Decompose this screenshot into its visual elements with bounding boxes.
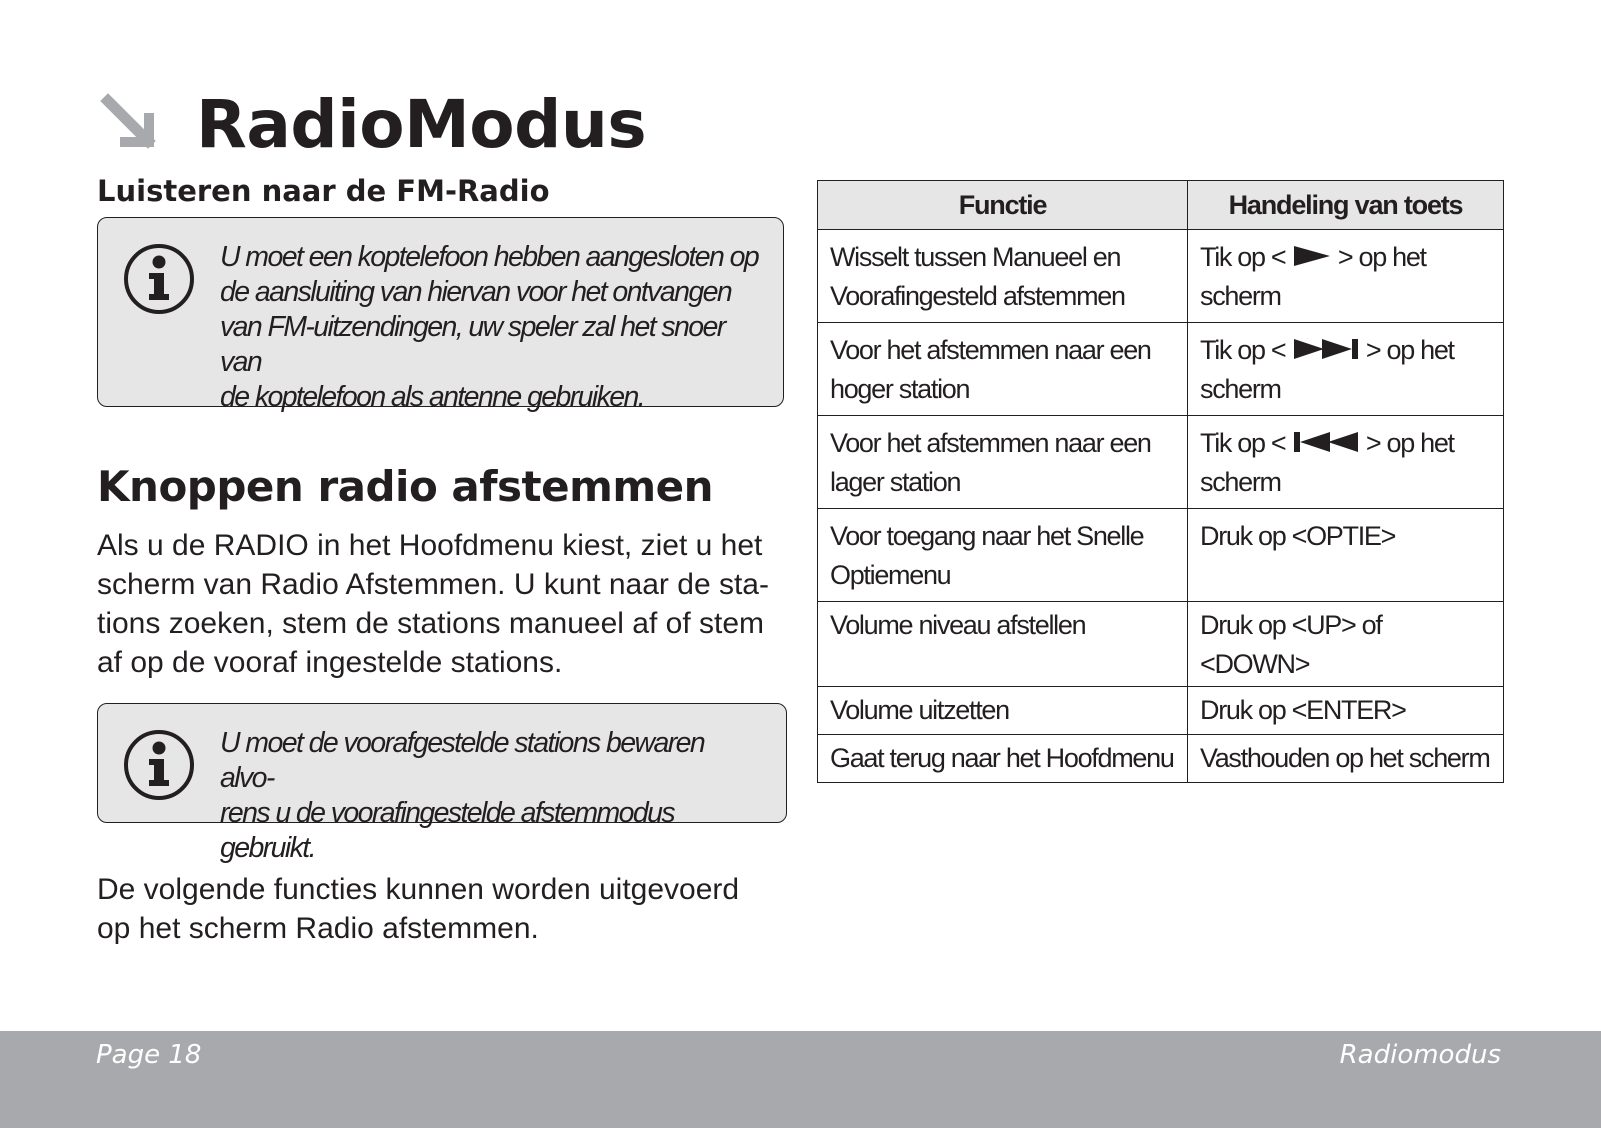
cell-line: scherm [1200, 374, 1281, 404]
action-suffix: > op het [1365, 335, 1454, 365]
action-cell [1188, 230, 1504, 323]
action-prefix: Tik op < [1200, 428, 1286, 458]
action-prefix: Tik op < [1200, 335, 1286, 365]
function-cell [818, 416, 1188, 509]
paragraph-line: af op de vooraf ingestelde stations. [97, 646, 563, 679]
action-cell [1188, 416, 1504, 509]
note-line: de aansluiting van hiervan voor het ontvangen [220, 276, 732, 308]
intro-paragraph [97, 526, 777, 682]
column-header-function: Functie [818, 181, 1188, 230]
action-cell: Vasthouden op het scherm [1188, 735, 1504, 783]
cell-line: lager station [830, 467, 961, 497]
table-header-row [818, 181, 1504, 230]
table-row [818, 735, 1504, 783]
cell-line: Wisselt tussen Manueel en [830, 242, 1121, 272]
info-icon [122, 242, 196, 316]
function-cell [818, 509, 1188, 602]
cell-line: scherm [1200, 467, 1281, 497]
note-line: U moet een koptelefoon hebben aangesloten op [220, 241, 759, 273]
action-cell: Druk op <ENTER> [1188, 687, 1504, 735]
action-suffix: > op het [1365, 428, 1454, 458]
cell-line: Voor toegang naar het Snelle [830, 521, 1144, 551]
page-number: Page 18 [96, 1040, 202, 1070]
skip-previous-icon [1292, 429, 1360, 455]
cell-line [1200, 238, 1491, 277]
column-header-action: Handeling van toets [1188, 181, 1504, 230]
note-line: rens u de voorafingestelde afstemmodus gebruikt. [220, 797, 675, 864]
cell-line: scherm [1200, 281, 1281, 311]
note-text [220, 726, 764, 866]
table-row [818, 687, 1504, 735]
action-cell: Druk op <OPTIE> [1188, 509, 1504, 602]
page-title: RadioModus [196, 85, 647, 163]
cell-line: hoger station [830, 374, 970, 404]
cell-line: Voorafingesteld afstemmen [830, 281, 1125, 311]
table-row [818, 323, 1504, 416]
action-prefix: Tik op < [1200, 242, 1286, 272]
note-line: de koptelefoon als antenne gebruiken. [220, 381, 645, 413]
paragraph-line: tions zoeken, stem de stations manueel af of stem [97, 607, 765, 640]
table-row [818, 602, 1504, 687]
section-heading: Knoppen radio afstemmen [97, 462, 714, 511]
closing-paragraph [97, 870, 777, 948]
note-line: U moet de voorafgestelde stations bewaren alvo- [220, 727, 705, 794]
cell-line: Voor het afstemmen naar een [830, 335, 1151, 365]
action-cell: Druk op <UP> of <DOWN> [1188, 602, 1504, 687]
function-cell: Volume niveau afstellen [818, 602, 1188, 687]
play-icon [1292, 243, 1332, 269]
note-text [220, 240, 761, 415]
info-icon [122, 728, 196, 802]
page-header [100, 84, 646, 164]
page-footer [0, 1031, 1601, 1128]
section-label: Radiomodus [1339, 1040, 1501, 1070]
paragraph-line: op het scherm Radio afstemmen. [97, 912, 539, 945]
page-subtitle: Luisteren naar de FM-Radio [97, 174, 550, 208]
function-cell [818, 323, 1188, 416]
action-suffix: > op het [1337, 242, 1426, 272]
skip-next-icon [1292, 336, 1360, 362]
function-cell: Gaat terug naar het Hoofdmenu [818, 735, 1188, 783]
paragraph-line: scherm van Radio Afstemmen. U kunt naar de sta- [97, 568, 769, 601]
cell-line: Optiemenu [830, 560, 951, 590]
note-line: van FM-uitzendingen, uw speler zal het snoer van [220, 311, 725, 378]
paragraph-line: Als u de RADIO in het Hoofdmenu kiest, ziet u het [97, 529, 763, 562]
cell-line: Voor het afstemmen naar een [830, 428, 1151, 458]
action-cell [1188, 323, 1504, 416]
function-table [817, 180, 1504, 783]
info-note-headphones [97, 217, 784, 413]
cell-line [1200, 331, 1491, 370]
function-cell [818, 230, 1188, 323]
arrow-down-right-icon [100, 93, 162, 155]
paragraph-line: De volgende functies kunnen worden uitgevoerd [97, 873, 740, 906]
info-note-presets [97, 703, 787, 864]
table-row [818, 230, 1504, 323]
table-row [818, 416, 1504, 509]
table-row [818, 509, 1504, 602]
cell-line [1200, 424, 1491, 463]
function-cell: Volume uitzetten [818, 687, 1188, 735]
